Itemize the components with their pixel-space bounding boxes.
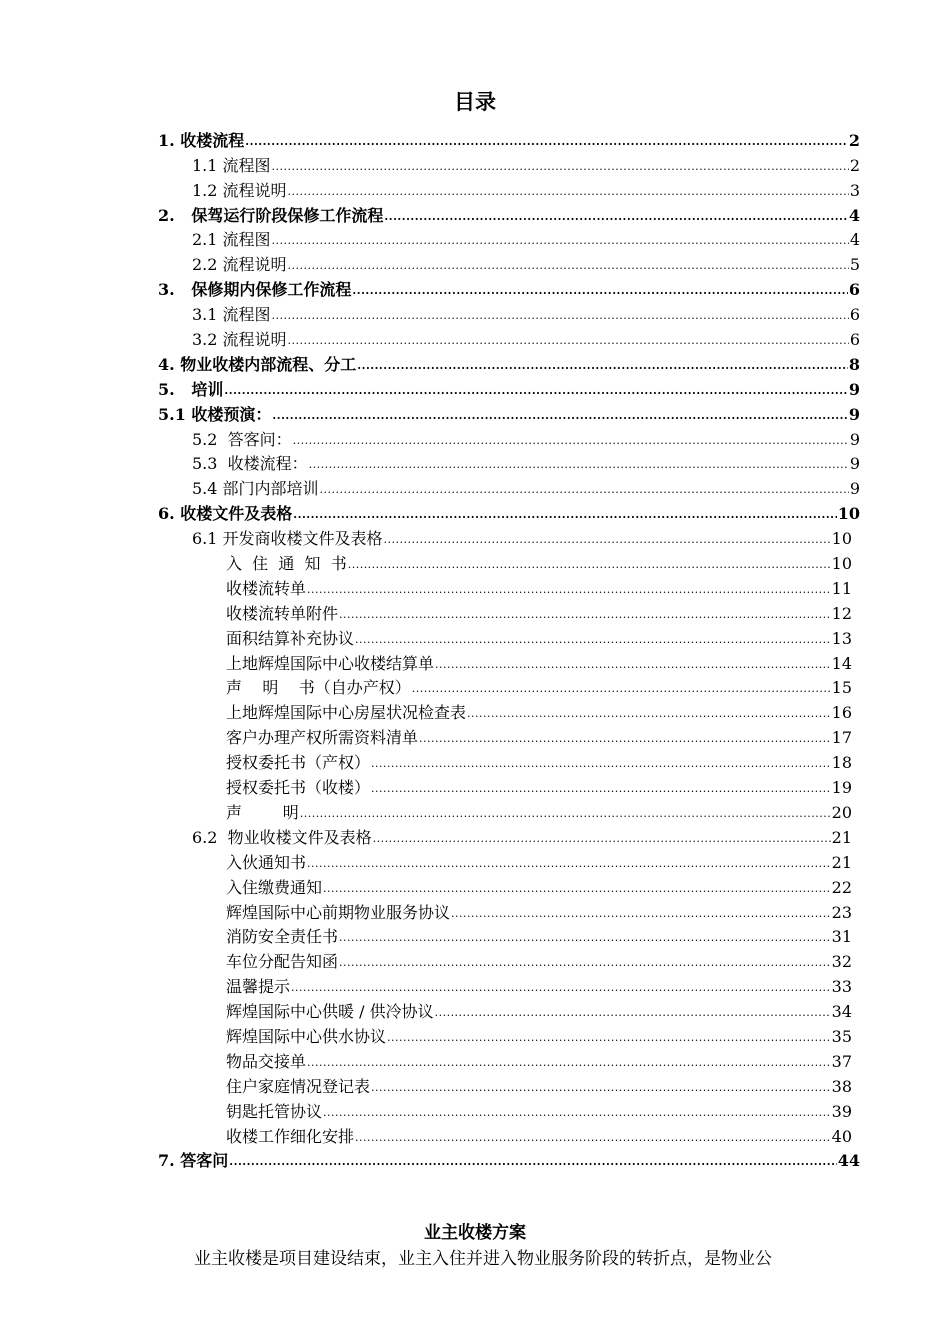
toc-entry-text: 2.1 流程图 <box>192 230 271 250</box>
toc-page-number: 31 <box>831 927 852 947</box>
toc-entry[interactable] <box>158 1022 860 1047</box>
toc-page-number: 14 <box>831 653 852 673</box>
toc-dot-leader <box>384 210 847 224</box>
toc-page-number: 32 <box>831 952 852 972</box>
toc-page-number: 23 <box>831 902 852 922</box>
toc-entry-text: 辉煌国际中心前期物业服务协议 <box>226 902 451 922</box>
toc-entry[interactable] <box>158 748 860 773</box>
toc-dot-leader <box>384 533 831 547</box>
toc-page-number: 22 <box>831 877 852 897</box>
toc-dot-leader <box>373 832 831 846</box>
toc-page-number: 6 <box>849 305 860 325</box>
toc-page-number: 19 <box>831 778 852 798</box>
toc-entry-text: 收楼流转单 <box>226 578 307 598</box>
toc-dot-leader <box>339 608 831 622</box>
toc-page-number: 33 <box>831 977 852 997</box>
toc-entry[interactable] <box>158 674 860 699</box>
toc-entry[interactable] <box>158 1122 860 1147</box>
toc-dot-leader <box>339 931 831 945</box>
toc-entry-text: 1. 收楼流程 <box>158 130 245 150</box>
toc-dot-leader <box>309 458 849 472</box>
toc-entry-text: 5.1 收楼预演： <box>158 404 272 424</box>
toc-dot-leader <box>339 956 831 970</box>
toc-page-number: 20 <box>831 802 852 822</box>
toc-entry-text: 入住缴费通知 <box>226 877 323 897</box>
toc-entry-text: 上地辉煌国际中心房屋状况检查表 <box>226 703 467 723</box>
toc-dot-leader <box>288 185 849 199</box>
toc-entry-text: 6. 收楼文件及表格 <box>158 504 293 524</box>
toc-entry[interactable] <box>158 151 860 176</box>
toc-dot-leader <box>288 334 849 348</box>
toc-dot-leader <box>272 309 849 323</box>
toc-entry-text: 3. 保修期内保修工作流程 <box>158 280 352 300</box>
toc-entry[interactable] <box>158 350 860 375</box>
toc-entry-text: 授权委托书（产权） <box>226 753 371 773</box>
toc-entry[interactable] <box>158 649 860 674</box>
toc-entry-text: 1.1 流程图 <box>192 155 271 175</box>
toc-dot-leader <box>307 857 831 871</box>
toc-dot-leader <box>435 658 831 672</box>
toc-entry-text: 2.2 流程说明 <box>192 255 287 275</box>
toc-entry-text: 辉煌国际中心供水协议 <box>226 1026 387 1046</box>
toc-entry[interactable] <box>158 873 860 898</box>
toc-dot-leader <box>371 1081 831 1095</box>
toc-page-number: 16 <box>831 703 852 723</box>
toc-entry[interactable] <box>158 176 860 201</box>
toc-entry[interactable] <box>158 375 860 400</box>
toc-dot-leader <box>371 757 831 771</box>
toc-dot-leader <box>291 981 831 995</box>
toc-entry[interactable] <box>158 126 860 151</box>
toc-entry-text: 车位分配告知函 <box>226 952 339 972</box>
toc-dot-leader <box>355 1131 831 1145</box>
toc-page-number: 5 <box>849 255 860 275</box>
section-heading: 业主收楼方案 <box>424 1223 526 1243</box>
toc-entry[interactable] <box>158 1047 860 1072</box>
toc-entry-text: 物品交接单 <box>226 1051 307 1071</box>
toc-page-number: 39 <box>831 1101 852 1121</box>
toc-entry-text: 7. 答客问 <box>158 1151 229 1171</box>
toc-entry-text: 授权委托书（收楼） <box>226 778 371 798</box>
toc-page-number: 2 <box>849 155 860 175</box>
toc-entry[interactable] <box>158 624 860 649</box>
toc-entry[interactable] <box>158 1072 860 1097</box>
toc-entry[interactable] <box>158 226 860 251</box>
toc-entry[interactable] <box>158 275 860 300</box>
toc-page-number: 2 <box>848 130 860 150</box>
toc-page-number: 21 <box>831 852 852 872</box>
toc-entry-text: 客户办理产权所需资料清单 <box>226 728 419 748</box>
toc-page-number: 9 <box>848 404 860 424</box>
toc-entry[interactable] <box>158 400 860 425</box>
toc-entry-text: 5.4 部门内部培训 <box>192 479 319 499</box>
toc-dot-leader <box>307 583 831 597</box>
toc-entry-text: 5.2 答客问： <box>192 429 292 449</box>
toc-page-number: 13 <box>831 628 852 648</box>
toc-entry[interactable] <box>158 972 860 997</box>
toc-page-number: 6 <box>848 280 860 300</box>
toc-entry-text: 2. 保驾运行阶段保修工作流程 <box>158 205 384 225</box>
toc-dot-leader <box>320 483 849 497</box>
toc-dot-leader <box>293 508 836 522</box>
toc-entry-text: 温馨提示 <box>226 977 291 997</box>
toc-dot-leader <box>272 409 847 423</box>
toc-page-number: 3 <box>849 180 860 200</box>
toc-page-number: 11 <box>831 578 852 598</box>
toc-entry[interactable] <box>158 450 860 475</box>
toc-entry[interactable] <box>158 599 860 624</box>
toc-dot-leader <box>288 259 849 273</box>
toc-entry[interactable] <box>158 898 860 923</box>
toc-page-number: 10 <box>831 529 852 549</box>
toc-dot-leader <box>245 135 848 149</box>
toc-entry[interactable] <box>158 698 860 723</box>
toc-page-number: 17 <box>831 728 852 748</box>
toc-dot-leader <box>323 882 831 896</box>
toc-entry[interactable] <box>158 823 860 848</box>
toc-dot-leader <box>300 807 831 821</box>
toc-dot-leader <box>419 732 831 746</box>
toc-entry[interactable] <box>158 499 860 524</box>
toc-entry-text: 住户家庭情况登记表 <box>226 1076 371 1096</box>
toc-entry-text: 面积结算补充协议 <box>226 628 355 648</box>
toc-title: 目录 <box>454 89 496 114</box>
toc-entry-text: 声 明 <box>226 802 299 822</box>
toc-dot-leader <box>355 633 831 647</box>
toc-page-number: 4 <box>848 205 860 225</box>
toc-entry-text: 辉煌国际中心供暖 / 供冷协议 <box>226 1002 434 1022</box>
toc-entry-text: 收楼工作细化安排 <box>226 1126 355 1146</box>
toc-entry-text: 上地辉煌国际中心收楼结算单 <box>226 653 435 673</box>
toc-dot-leader <box>412 682 831 696</box>
toc-page-number: 9 <box>849 429 860 449</box>
toc-entry-text: 5.3 收楼流程： <box>192 454 308 474</box>
toc-page-number: 10 <box>831 554 852 574</box>
toc-page-number: 8 <box>848 354 860 374</box>
toc-entry-text: 6.1 开发商收楼文件及表格 <box>192 529 383 549</box>
toc-dot-leader <box>357 359 848 373</box>
toc-page-number: 21 <box>831 827 852 847</box>
toc-entry[interactable] <box>158 474 860 499</box>
toc-entry[interactable] <box>158 549 860 574</box>
toc-entry[interactable] <box>158 524 860 549</box>
toc-entry-text: 3.2 流程说明 <box>192 330 287 350</box>
toc-entry[interactable] <box>158 923 860 948</box>
toc-entry[interactable] <box>158 1097 860 1122</box>
toc-entry-text: 4. 物业收楼内部流程、分工 <box>158 354 357 374</box>
toc-page-number: 18 <box>831 753 852 773</box>
body-paragraph: 业主收楼是项目建设结束，业主入住并进入物业服务阶段的转折点，是物业公 <box>194 1249 772 1269</box>
toc-dot-leader <box>272 160 849 174</box>
toc-entry[interactable] <box>158 300 860 325</box>
toc-dot-leader <box>229 1155 836 1169</box>
toc-entry[interactable] <box>158 1147 860 1172</box>
toc-entry-text: 6.2 物业收楼文件及表格 <box>192 827 372 847</box>
toc-page-number: 6 <box>849 330 860 350</box>
toc-entry-text: 收楼流转单附件 <box>226 603 339 623</box>
toc-entry-text: 3.1 流程图 <box>192 305 271 325</box>
toc-entry[interactable] <box>158 997 860 1022</box>
toc-dot-leader <box>293 434 849 448</box>
toc-entry-text: 入伙通知书 <box>226 852 307 872</box>
toc-entry-text: 1.2 流程说明 <box>192 180 287 200</box>
toc-entry[interactable] <box>158 723 860 748</box>
toc-entry[interactable] <box>158 574 860 599</box>
toc-dot-leader <box>348 558 831 572</box>
toc-entry-text: 5. 培训 <box>158 379 224 399</box>
toc-dot-leader <box>371 782 831 796</box>
toc-dot-leader <box>307 1056 831 1070</box>
table-of-contents <box>158 126 860 1171</box>
toc-dot-leader <box>467 707 831 721</box>
toc-entry[interactable] <box>158 773 860 798</box>
toc-entry[interactable] <box>158 947 860 972</box>
toc-page-number: 9 <box>849 454 860 474</box>
toc-page-number: 4 <box>849 230 860 250</box>
toc-page-number: 40 <box>831 1126 852 1146</box>
toc-page-number: 15 <box>831 678 852 698</box>
toc-dot-leader <box>352 284 847 298</box>
toc-page-number: 38 <box>831 1076 852 1096</box>
toc-entry[interactable] <box>158 425 860 450</box>
toc-dot-leader <box>224 384 847 398</box>
toc-dot-leader <box>387 1031 831 1045</box>
toc-page-number: 34 <box>831 1002 852 1022</box>
toc-entry[interactable] <box>158 325 860 350</box>
toc-page-number: 9 <box>848 379 860 399</box>
toc-page-number: 35 <box>831 1026 852 1046</box>
toc-dot-leader <box>435 1006 831 1020</box>
toc-entry[interactable] <box>158 798 860 823</box>
toc-entry[interactable] <box>158 250 860 275</box>
toc-page-number: 9 <box>849 479 860 499</box>
toc-entry-text: 入 住 通 知 书 <box>226 554 347 574</box>
toc-entry[interactable] <box>158 848 860 873</box>
toc-entry-text: 声 明 书（自办产权） <box>226 678 411 698</box>
toc-page-number: 12 <box>831 603 852 623</box>
toc-dot-leader <box>451 907 831 921</box>
toc-entry-text: 消防安全责任书 <box>226 927 339 947</box>
toc-entry[interactable] <box>158 201 860 226</box>
toc-page-number: 44 <box>837 1151 860 1171</box>
toc-page-number: 10 <box>837 504 860 524</box>
toc-dot-leader <box>323 1106 831 1120</box>
toc-entry-text: 钥匙托管协议 <box>226 1101 323 1121</box>
toc-dot-leader <box>272 234 849 248</box>
toc-page-number: 37 <box>831 1051 852 1071</box>
